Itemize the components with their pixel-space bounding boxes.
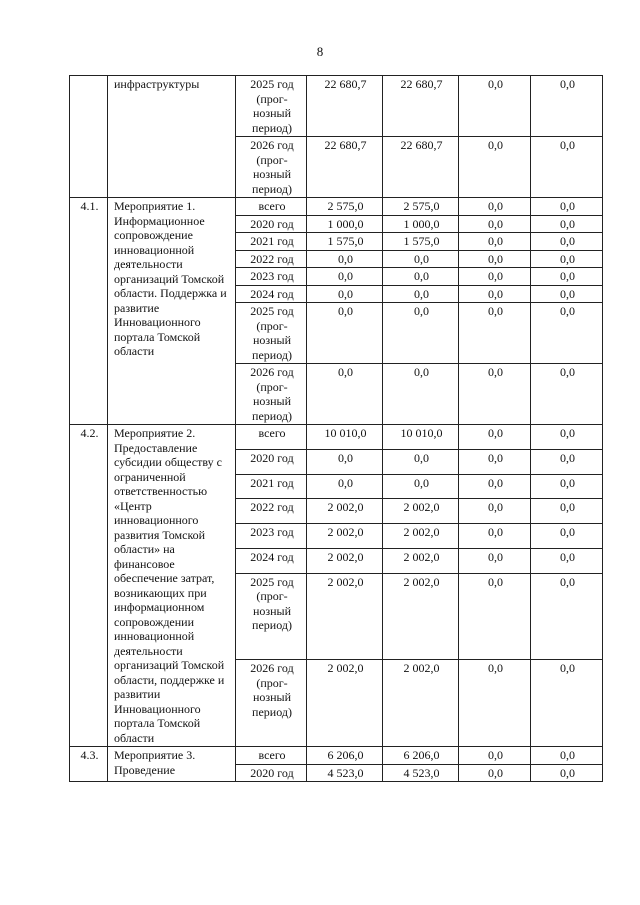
federal-budget-cell: 0,0 bbox=[459, 233, 531, 251]
table-row bbox=[70, 747, 603, 765]
total-amount-cell: 2 575,0 bbox=[307, 198, 383, 216]
federal-budget-cell: 0,0 bbox=[459, 474, 531, 499]
other-sources-cell: 0,0 bbox=[531, 549, 603, 574]
period-label: всего bbox=[258, 199, 286, 213]
regional-budget-cell: 6 206,0 bbox=[383, 747, 459, 765]
federal-budget-cell: 0,0 bbox=[459, 499, 531, 524]
other-sources-cell: 0,0 bbox=[531, 660, 603, 747]
period-cell bbox=[236, 524, 307, 549]
other-sources-cell: 0,0 bbox=[531, 268, 603, 286]
period-cell bbox=[236, 549, 307, 574]
activity-name: Мероприятие 2. Предоставление субсидии обществу с ограниченной ответственностью «Центр инновационного развития Томской области» на финансовое обеспечение затрат, возникающих при информационном сопровождении инновационной деятельности организаций Томской области, поддержке и развитии Инновационного портала Томской области bbox=[108, 425, 236, 747]
page-number: 8 bbox=[316, 44, 324, 59]
regional-budget-cell: 0,0 bbox=[383, 285, 459, 303]
period-label: 2020 год bbox=[250, 450, 294, 465]
period-label: 2020 год bbox=[250, 765, 294, 780]
other-sources-cell: 0,0 bbox=[531, 499, 603, 524]
regional-budget-cell: 10 010,0 bbox=[383, 425, 459, 450]
total-amount-cell: 0,0 bbox=[307, 250, 383, 268]
regional-budget-cell: 2 002,0 bbox=[383, 660, 459, 747]
activity-name: инфраструктуры bbox=[108, 76, 236, 198]
period-label: 2020 год bbox=[250, 216, 294, 231]
federal-budget-cell: 0,0 bbox=[459, 76, 531, 137]
regional-budget-cell: 2 002,0 bbox=[383, 499, 459, 524]
other-sources-cell: 0,0 bbox=[531, 364, 603, 425]
total-amount-cell: 22 680,7 bbox=[307, 137, 383, 198]
activity-name: Мероприятие 3. Проведение bbox=[108, 747, 236, 782]
total-amount-cell: 0,0 bbox=[307, 364, 383, 425]
other-sources-cell: 0,0 bbox=[531, 76, 603, 137]
regional-budget-cell: 22 680,7 bbox=[383, 137, 459, 198]
other-sources-cell: 0,0 bbox=[531, 215, 603, 233]
period-label: всего bbox=[258, 426, 286, 440]
federal-budget-cell: 0,0 bbox=[459, 268, 531, 286]
regional-budget-cell: 0,0 bbox=[383, 449, 459, 474]
federal-budget-cell: 0,0 bbox=[459, 364, 531, 425]
federal-budget-cell: 0,0 bbox=[459, 303, 531, 364]
period-label: 2021 год bbox=[250, 475, 294, 490]
budget-table-body bbox=[70, 76, 603, 782]
regional-budget-cell: 0,0 bbox=[383, 303, 459, 364]
period-label: 2026 год (прог- нозный период) bbox=[250, 365, 294, 423]
federal-budget-cell: 0,0 bbox=[459, 573, 531, 660]
other-sources-cell: 0,0 bbox=[531, 425, 603, 450]
period-cell bbox=[236, 425, 307, 450]
federal-budget-cell: 0,0 bbox=[459, 524, 531, 549]
table-row bbox=[70, 425, 603, 450]
budget-table bbox=[69, 75, 603, 782]
period-label: 2025 год (прог- нозный период) bbox=[250, 574, 294, 633]
period-label: всего bbox=[258, 748, 286, 762]
regional-budget-cell: 22 680,7 bbox=[383, 76, 459, 137]
total-amount-cell: 1 000,0 bbox=[307, 215, 383, 233]
period-cell bbox=[236, 198, 307, 216]
total-amount-cell: 22 680,7 bbox=[307, 76, 383, 137]
other-sources-cell: 0,0 bbox=[531, 198, 603, 216]
other-sources-cell: 0,0 bbox=[531, 764, 603, 782]
regional-budget-cell: 2 002,0 bbox=[383, 524, 459, 549]
period-label: 2026 год (прог- нозный период) bbox=[250, 661, 294, 719]
regional-budget-cell: 0,0 bbox=[383, 268, 459, 286]
regional-budget-cell: 1 000,0 bbox=[383, 215, 459, 233]
regional-budget-cell: 4 523,0 bbox=[383, 764, 459, 782]
period-cell bbox=[236, 747, 307, 765]
total-amount-cell: 2 002,0 bbox=[307, 499, 383, 524]
period-cell bbox=[236, 76, 307, 137]
period-cell bbox=[236, 250, 307, 268]
period-label: 2023 год bbox=[250, 525, 294, 540]
total-amount-cell: 1 575,0 bbox=[307, 233, 383, 251]
regional-budget-cell: 0,0 bbox=[383, 250, 459, 268]
total-amount-cell: 4 523,0 bbox=[307, 764, 383, 782]
period-cell bbox=[236, 499, 307, 524]
period-cell bbox=[236, 215, 307, 233]
period-cell bbox=[236, 764, 307, 782]
total-amount-cell: 10 010,0 bbox=[307, 425, 383, 450]
total-amount-cell: 2 002,0 bbox=[307, 524, 383, 549]
regional-budget-cell: 2 002,0 bbox=[383, 549, 459, 574]
period-cell bbox=[236, 268, 307, 286]
table-row bbox=[70, 198, 603, 216]
regional-budget-cell: 0,0 bbox=[383, 474, 459, 499]
activity-number bbox=[70, 76, 108, 198]
federal-budget-cell: 0,0 bbox=[459, 660, 531, 747]
activity-number: 4.3. bbox=[70, 747, 108, 782]
total-amount-cell: 2 002,0 bbox=[307, 573, 383, 660]
period-label: 2025 год (прог- нозный период) bbox=[250, 304, 294, 362]
period-cell bbox=[236, 449, 307, 474]
period-label: 2022 год bbox=[250, 251, 294, 266]
activity-name: Мероприятие 1. Информационное сопровождение инновационной деятельности организаций Томской области. Поддержка и развитие Инновационного портала Томской области bbox=[108, 198, 236, 425]
federal-budget-cell: 0,0 bbox=[459, 747, 531, 765]
regional-budget-cell: 1 575,0 bbox=[383, 233, 459, 251]
period-cell bbox=[236, 573, 307, 660]
period-label: 2024 год bbox=[250, 286, 294, 301]
federal-budget-cell: 0,0 bbox=[459, 215, 531, 233]
other-sources-cell: 0,0 bbox=[531, 747, 603, 765]
other-sources-cell: 0,0 bbox=[531, 524, 603, 549]
period-label: 2022 год bbox=[250, 500, 294, 515]
activity-number: 4.2. bbox=[70, 425, 108, 747]
period-label: 2023 год bbox=[250, 269, 294, 283]
total-amount-cell: 0,0 bbox=[307, 285, 383, 303]
period-cell bbox=[236, 137, 307, 198]
table-row bbox=[70, 76, 603, 137]
period-label: 2024 год bbox=[250, 550, 294, 565]
activity-number: 4.1. bbox=[70, 198, 108, 425]
regional-budget-cell: 2 575,0 bbox=[383, 198, 459, 216]
other-sources-cell: 0,0 bbox=[531, 449, 603, 474]
period-label: 2021 год bbox=[250, 234, 294, 248]
total-amount-cell: 0,0 bbox=[307, 474, 383, 499]
other-sources-cell: 0,0 bbox=[531, 285, 603, 303]
other-sources-cell: 0,0 bbox=[531, 474, 603, 499]
total-amount-cell: 2 002,0 bbox=[307, 549, 383, 574]
regional-budget-cell: 0,0 bbox=[383, 364, 459, 425]
federal-budget-cell: 0,0 bbox=[459, 137, 531, 198]
period-cell bbox=[236, 660, 307, 747]
period-cell bbox=[236, 285, 307, 303]
period-cell bbox=[236, 474, 307, 499]
period-cell bbox=[236, 364, 307, 425]
total-amount-cell: 0,0 bbox=[307, 268, 383, 286]
period-label: 2025 год (прог- нозный период) bbox=[250, 77, 294, 135]
federal-budget-cell: 0,0 bbox=[459, 449, 531, 474]
other-sources-cell: 0,0 bbox=[531, 250, 603, 268]
period-label: 2026 год (прог- нозный период) bbox=[250, 138, 294, 196]
period-cell bbox=[236, 303, 307, 364]
period-cell bbox=[236, 233, 307, 251]
federal-budget-cell: 0,0 bbox=[459, 549, 531, 574]
total-amount-cell: 0,0 bbox=[307, 449, 383, 474]
federal-budget-cell: 0,0 bbox=[459, 198, 531, 216]
other-sources-cell: 0,0 bbox=[531, 137, 603, 198]
federal-budget-cell: 0,0 bbox=[459, 250, 531, 268]
total-amount-cell: 2 002,0 bbox=[307, 660, 383, 747]
federal-budget-cell: 0,0 bbox=[459, 764, 531, 782]
regional-budget-cell: 2 002,0 bbox=[383, 573, 459, 660]
other-sources-cell: 0,0 bbox=[531, 233, 603, 251]
other-sources-cell: 0,0 bbox=[531, 573, 603, 660]
total-amount-cell: 0,0 bbox=[307, 303, 383, 364]
federal-budget-cell: 0,0 bbox=[459, 425, 531, 450]
other-sources-cell: 0,0 bbox=[531, 303, 603, 364]
federal-budget-cell: 0,0 bbox=[459, 285, 531, 303]
total-amount-cell: 6 206,0 bbox=[307, 747, 383, 765]
